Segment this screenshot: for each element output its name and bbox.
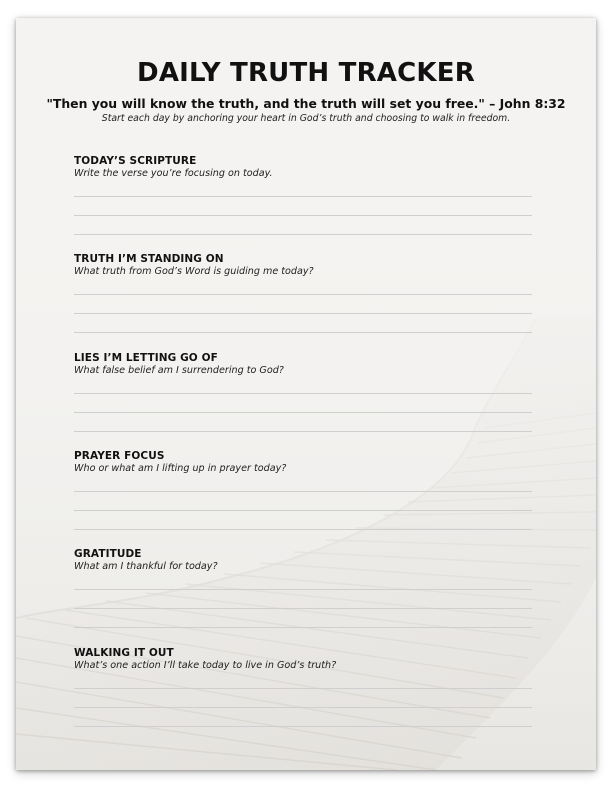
section-lies-letting-go xyxy=(74,352,532,450)
writing-lines[interactable] xyxy=(74,393,532,432)
section-prompt: What truth from God’s Word is guiding me today? xyxy=(74,266,314,277)
section-prayer-focus xyxy=(74,450,532,548)
section-prompt: What am I thankful for today? xyxy=(74,561,218,572)
writing-lines[interactable] xyxy=(74,196,532,235)
section-truth-standing-on xyxy=(74,253,532,351)
section-title: GRATITUDE xyxy=(74,548,142,560)
section-prompt: Who or what am I lifting up in prayer today? xyxy=(74,463,287,474)
writing-line[interactable] xyxy=(74,608,532,609)
writing-lines[interactable] xyxy=(74,491,532,530)
writing-line[interactable] xyxy=(74,510,532,511)
writing-line[interactable] xyxy=(74,529,532,530)
section-title: PRAYER FOCUS xyxy=(74,450,165,462)
writing-line[interactable] xyxy=(74,589,532,590)
writing-line[interactable] xyxy=(74,234,532,235)
section-walking-it-out xyxy=(74,647,532,745)
writing-line[interactable] xyxy=(74,393,532,394)
section-gratitude xyxy=(74,548,532,646)
writing-lines[interactable] xyxy=(74,688,532,727)
writing-line[interactable] xyxy=(74,431,532,432)
page-title: DAILY TRUTH TRACKER xyxy=(137,58,475,88)
section-prompt: Write the verse you’re focusing on today. xyxy=(74,168,273,179)
writing-line[interactable] xyxy=(74,627,532,628)
writing-line[interactable] xyxy=(74,412,532,413)
writing-lines[interactable] xyxy=(74,294,532,333)
section-title: LIES I’M LETTING GO OF xyxy=(74,352,218,364)
writing-line[interactable] xyxy=(74,726,532,727)
writing-line[interactable] xyxy=(74,688,532,689)
writing-line[interactable] xyxy=(74,313,532,314)
intro-text: Start each day by anchoring your heart in God’s truth and choosing to walk in freedom. xyxy=(101,113,511,124)
section-title: TODAY’S SCRIPTURE xyxy=(74,155,197,167)
section-todays-scripture xyxy=(74,155,532,253)
section-title: WALKING IT OUT xyxy=(74,647,174,659)
writing-line[interactable] xyxy=(74,215,532,216)
writing-line[interactable] xyxy=(74,294,532,295)
worksheet-page xyxy=(16,18,596,770)
writing-line[interactable] xyxy=(74,707,532,708)
writing-line[interactable] xyxy=(74,491,532,492)
section-prompt: What’s one action I’ll take today to live in God’s truth? xyxy=(74,660,337,671)
writing-lines[interactable] xyxy=(74,589,532,628)
section-prompt: What false belief am I surrendering to God? xyxy=(74,365,284,376)
scripture-verse: "Then you will know the truth, and the truth will set you free." – John 8:32 xyxy=(46,96,566,111)
section-title: TRUTH I’M STANDING ON xyxy=(74,253,224,265)
writing-line[interactable] xyxy=(74,196,532,197)
writing-line[interactable] xyxy=(74,332,532,333)
